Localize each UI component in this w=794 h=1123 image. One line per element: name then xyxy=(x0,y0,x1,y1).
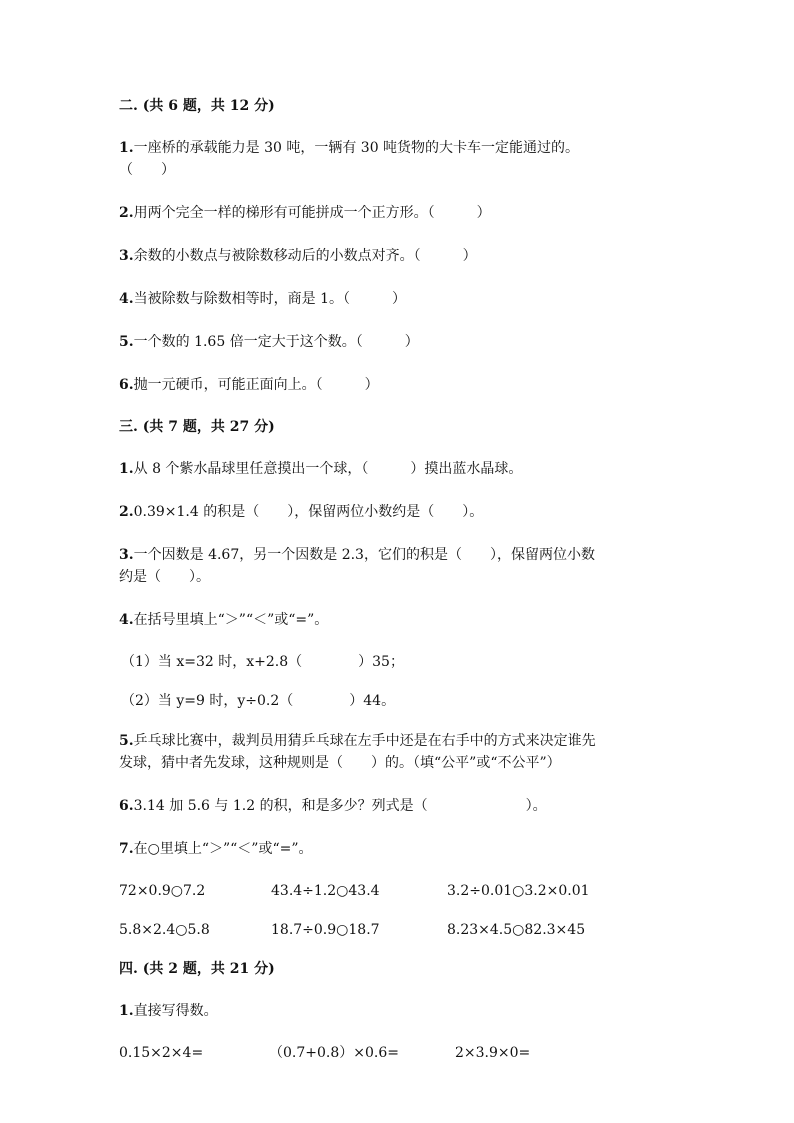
s2-question-1 xyxy=(119,137,679,181)
question-text: 一个因数是 4.67，另一个因数是 2.3，它们的积是（ ），保留两位小数 xyxy=(133,547,595,563)
compare-item: 43.4÷1.2○43.4 xyxy=(271,883,380,899)
section-3-title: 三. (共 7 题，共 27 分) xyxy=(119,419,275,435)
s2-question-3 xyxy=(119,245,679,267)
question-text: 直接写得数。 xyxy=(133,1003,218,1019)
compare-row-2 xyxy=(119,920,679,940)
compare-item: 3.2÷0.01○3.2×0.01 xyxy=(447,883,590,899)
calc-item: 2×3.9×0= xyxy=(455,1045,531,1061)
question-text: 乒乓球比赛中，裁判员用猜乒乓球在左手中还是在右手中的方式来决定谁先 xyxy=(133,733,596,749)
calc-item: （0.7+0.8）×0.6= xyxy=(269,1045,399,1061)
s3-question-1 xyxy=(119,458,679,480)
answer-blank: （ ） xyxy=(119,162,175,178)
section-2-title: 二. (共 6 题，共 12 分) xyxy=(119,98,275,114)
question-text: 从 8 个紫水晶球里任意摸出一个球，（ ）摸出蓝水晶球。 xyxy=(133,461,523,477)
question-text: 3.14 加 5.6 与 1.2 的积，和是多少？列式是（ ）。 xyxy=(133,798,547,814)
question-text: 余数的小数点与被除数移动后的小数点对齐。（ ） xyxy=(133,248,477,264)
section-4-title: 四. (共 2 题，共 21 分) xyxy=(119,961,275,977)
compare-item: 5.8×2.4○5.8 xyxy=(119,922,210,938)
s3-question-7 xyxy=(119,838,679,860)
question-text: 在括号里填上“＞”“＜”或“=”。 xyxy=(133,612,329,628)
question-number: 6. xyxy=(119,798,134,814)
question-text: 一座桥的承载能力是 30 吨，一辆有 30 吨货物的大卡车一定能通过的。 xyxy=(133,140,580,156)
s3-question-5 xyxy=(119,730,679,774)
s3-question-6 xyxy=(119,795,679,817)
s2-question-5 xyxy=(119,331,679,353)
s2-question-6 xyxy=(119,374,679,396)
s2-question-4 xyxy=(119,288,679,310)
question-number: 1. xyxy=(119,1003,134,1019)
s3-question-3 xyxy=(119,544,679,588)
question-text: 在○里填上“＞”“＜”或“=”。 xyxy=(133,841,313,857)
compare-item: 8.23×4.5○82.3×45 xyxy=(447,922,586,938)
question-number: 2. xyxy=(119,205,134,221)
question-text: 抛一元硬币，可能正面向上。（ ） xyxy=(133,377,379,393)
question-number: 3. xyxy=(119,248,134,264)
question-text: 一个数的 1.65 倍一定大于这个数。（ ） xyxy=(133,334,419,350)
s4-question-1 xyxy=(119,1000,679,1022)
question-number: 2. xyxy=(119,504,134,520)
s3-question-4 xyxy=(119,609,679,631)
question-text: 0.39×1.4 的积是（ ），保留两位小数约是（ ）。 xyxy=(133,504,484,520)
question-number: 6. xyxy=(119,377,134,393)
question-number: 7. xyxy=(119,841,134,857)
worksheet-page xyxy=(119,96,679,1082)
question-number: 1. xyxy=(119,140,134,156)
compare-item: 18.7÷0.9○18.7 xyxy=(271,922,380,938)
question-number: 4. xyxy=(119,291,134,307)
s3-question-2 xyxy=(119,501,679,523)
compare-item: 72×0.9○7.2 xyxy=(119,883,206,899)
calc-row xyxy=(119,1043,679,1063)
s2-question-2 xyxy=(119,202,679,224)
question-number: 1. xyxy=(119,461,134,477)
question-text: 用两个完全一样的梯形有可能拼成一个正方形。（ ） xyxy=(133,205,491,221)
question-text-line2: 约是（ ）。 xyxy=(119,569,210,585)
question-number: 3. xyxy=(119,547,134,563)
calc-item: 0.15×2×4= xyxy=(119,1045,204,1061)
question-number: 5. xyxy=(119,334,134,350)
s3-q4-sub-2: （2）当 y=9 时，y÷0.2（ ）44。 xyxy=(121,693,396,709)
question-number: 5. xyxy=(119,733,134,749)
question-text-line2: 发球，猜中者先发球，这种规则是（ ）的。（填“公平”或“不公平”） xyxy=(119,755,561,771)
s3-q4-sub-1: （1）当 x=32 时，x+2.8（ ）35； xyxy=(121,654,404,670)
question-number: 4. xyxy=(119,612,134,628)
question-text: 当被除数与除数相等时，商是 1。（ ） xyxy=(133,291,406,307)
compare-row-1 xyxy=(119,881,679,901)
